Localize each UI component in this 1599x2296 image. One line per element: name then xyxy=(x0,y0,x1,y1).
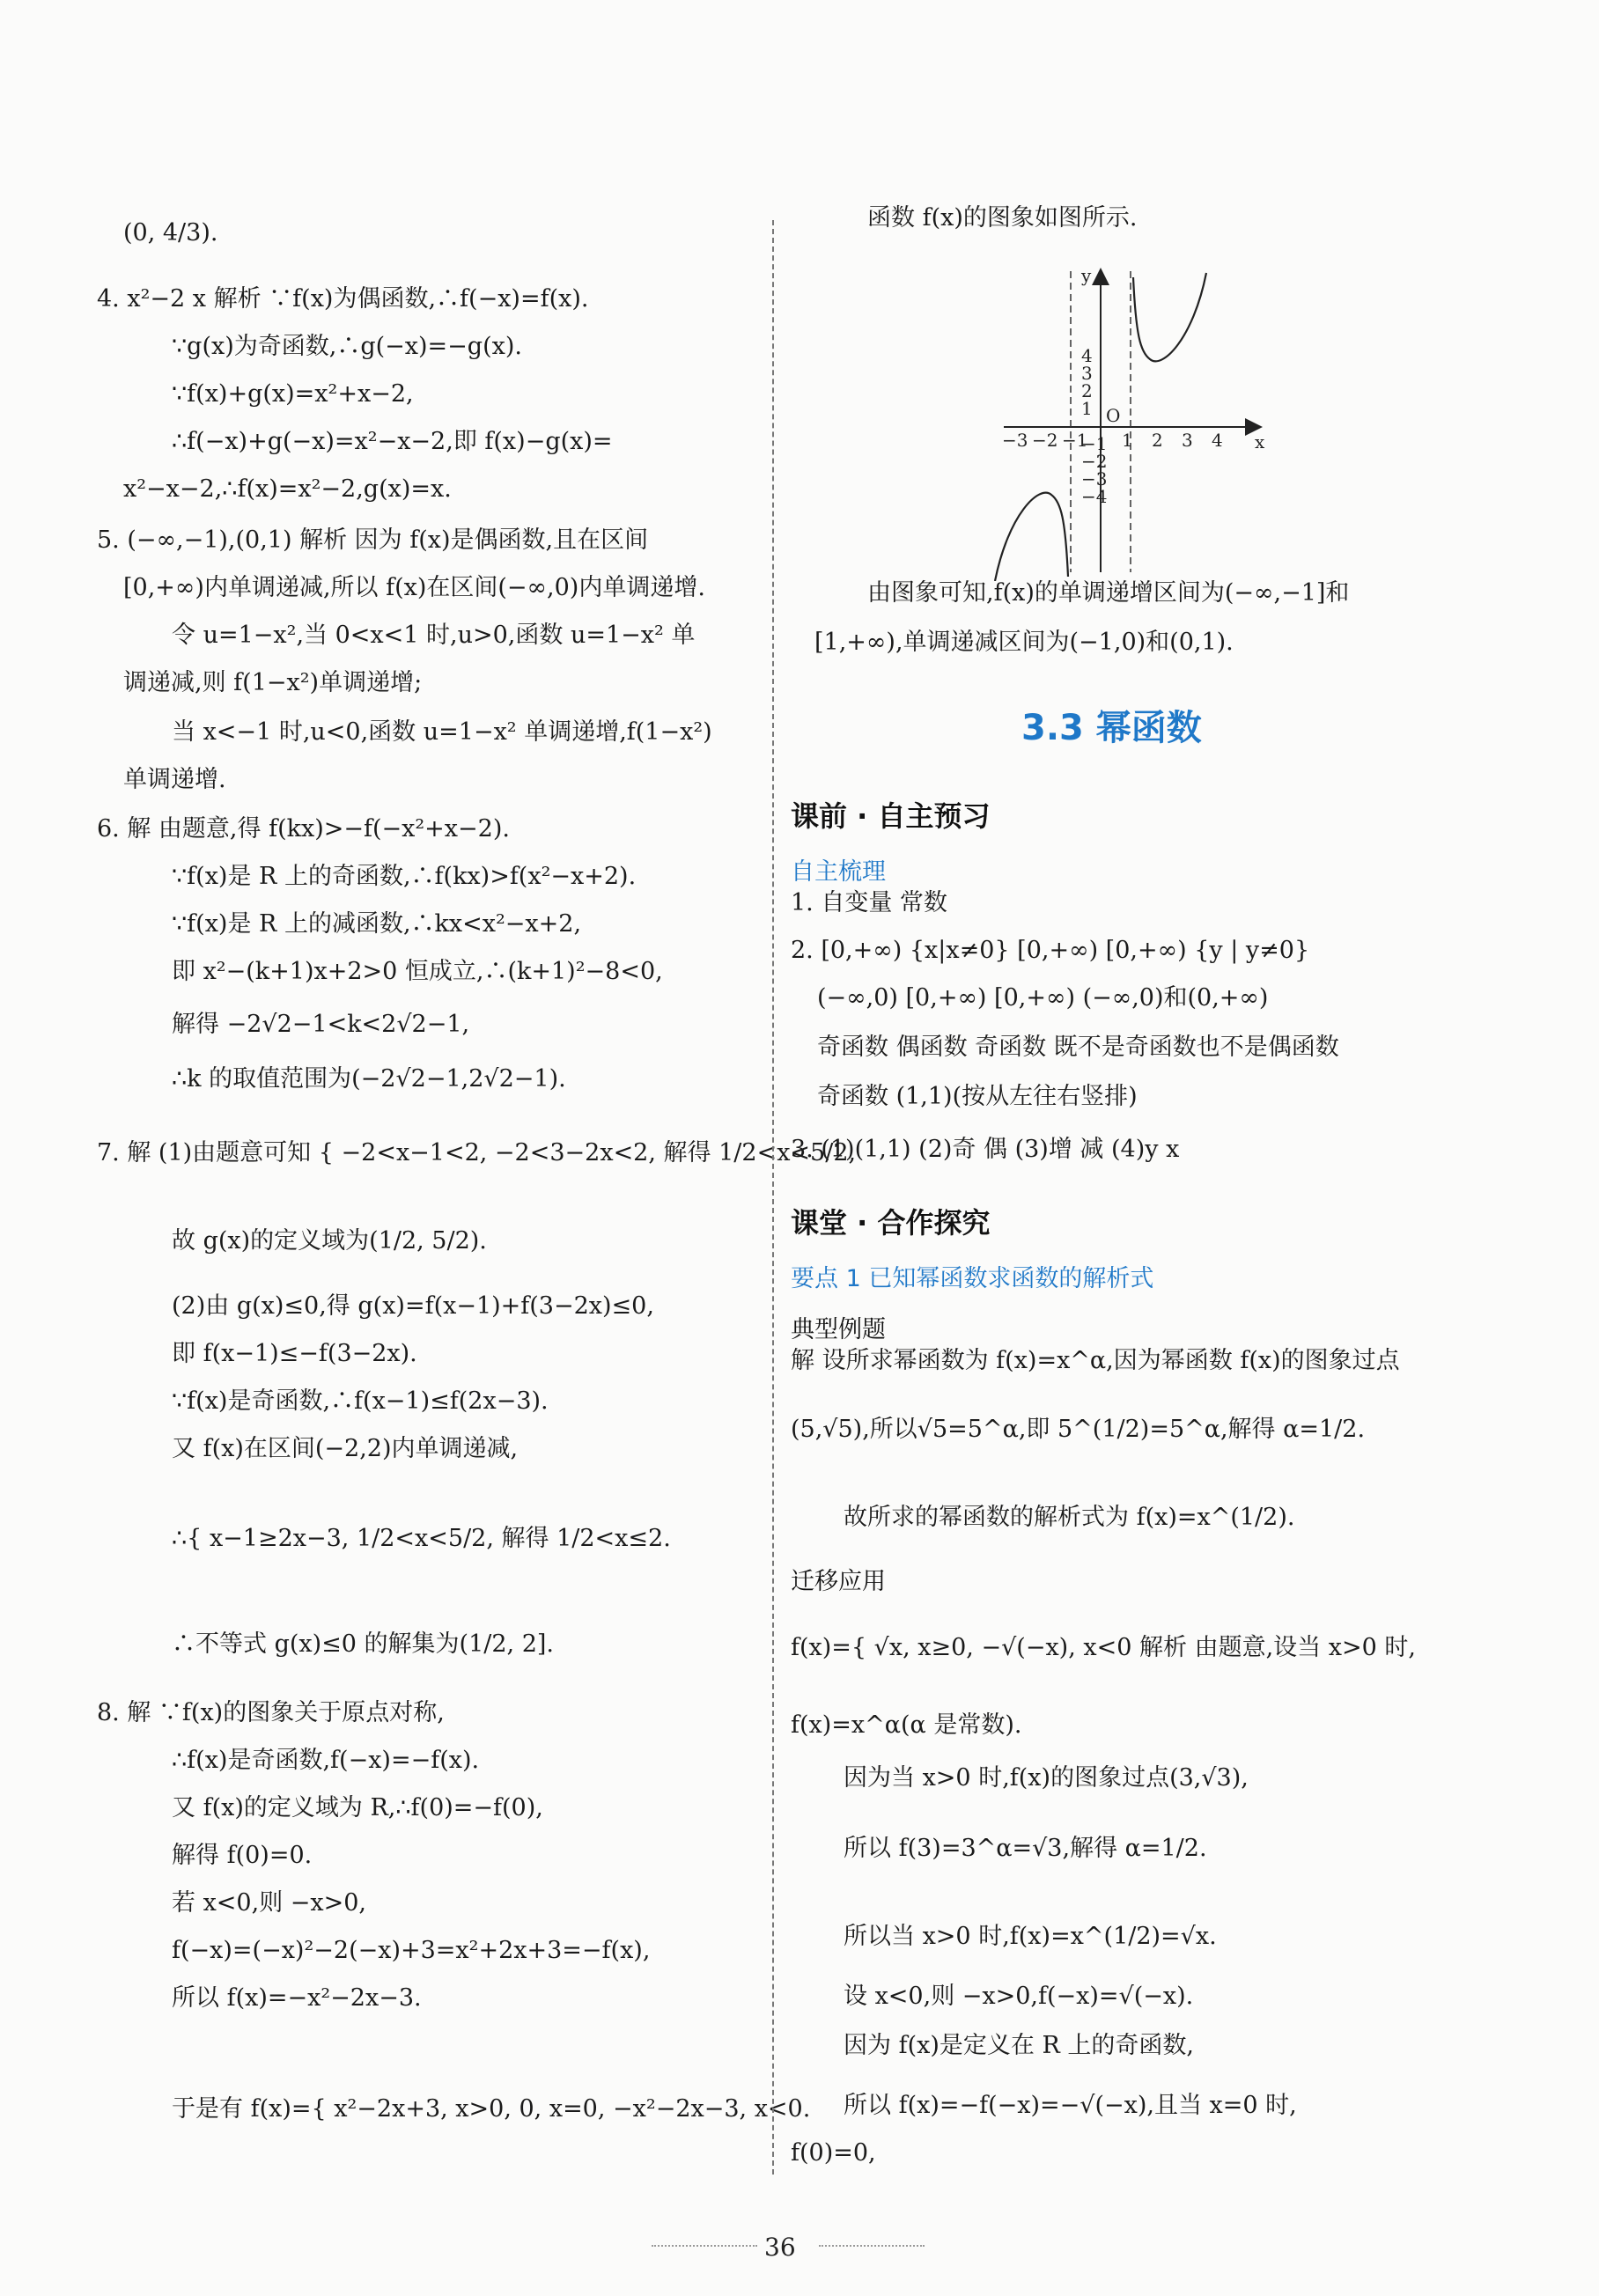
right-line: 设 x<0,则 −x>0,f(−x)=√(−x). xyxy=(844,1983,1194,2010)
y-tick-label: 1 xyxy=(1081,398,1093,419)
right-line: 所以 f(3)=3^α=√3,解得 α=1/2. xyxy=(844,1835,1207,1862)
right-line: f(0)=0, xyxy=(791,2139,876,2167)
left-line: 单调递增. xyxy=(123,766,226,793)
left-line: 即 x²−(k+1)x+2>0 恒成立,∴(k+1)²−8<0, xyxy=(172,958,663,985)
x-tick-label: 1 xyxy=(1122,430,1133,451)
left-line: 所以 f(x)=−x²−2x−3. xyxy=(172,1984,422,2012)
right-line: 故所求的幂函数的解析式为 f(x)=x^(1/2). xyxy=(844,1504,1295,1531)
right-line: 函数 f(x)的图象如图所示. xyxy=(867,204,1138,232)
y-tick-label: −4 xyxy=(1081,486,1108,507)
right-line: 由图象可知,f(x)的单调递增区间为(−∞,−1]和 xyxy=(867,579,1350,607)
right-line: 奇函数 (1,1)(按从左往右竖排) xyxy=(817,1083,1138,1110)
left-line: ∴f(−x)+g(−x)=x²−x−2,即 f(x)−g(x)= xyxy=(172,428,613,455)
left-line: 令 u=1−x²,当 0<x<1 时,u>0,函数 u=1−x² 单 xyxy=(172,622,696,649)
right-line: f(x)={ √x, x≥0, −√(−x), x<0 解析 由题意,设当 x>0 时, xyxy=(791,1634,1416,1661)
left-line: 7. 解 (1)由题意可知 { −2<x−1<2, −2<3−2x<2, 解得 1/2<x<5/2, xyxy=(97,1139,857,1166)
left-line: 又 f(x)的定义域为 R,∴f(0)=−f(0), xyxy=(172,1794,543,1821)
right-line: 解 设所求幂函数为 f(x)=x^α,因为幂函数 f(x)的图象过点 xyxy=(791,1347,1400,1374)
x-axis-label: x xyxy=(1255,431,1265,453)
left-line: ∴{ x−1≥2x−3, 1/2<x<5/2, 解得 1/2<x≤2. xyxy=(172,1525,671,1552)
right-line: 所以 f(x)=−f(−x)=−√(−x),且当 x=0 时, xyxy=(844,2092,1297,2119)
y-tick-label: 2 xyxy=(1081,380,1093,401)
left-line: ∵g(x)为奇函数,∴g(−x)=−g(x). xyxy=(172,333,522,360)
right-line: 3. (1)(1,1) (2)奇 偶 (3)增 减 (4)y x xyxy=(791,1136,1180,1163)
left-line: ∵f(x)是奇函数,∴f(x−1)≤f(2x−3). xyxy=(172,1387,549,1415)
y-tick-label: 3 xyxy=(1081,363,1093,384)
heading-typical: 典型例题 xyxy=(791,1316,886,1343)
page-deco-left xyxy=(652,2245,757,2247)
left-line: [0,+∞)内单调递减,所以 f(x)在区间(−∞,0)内单调递增. xyxy=(123,574,705,601)
left-line: 于是有 f(x)={ x²−2x+3, x>0, 0, x=0, −x²−2x−3, x<0. xyxy=(172,2095,811,2123)
x-tick-label: 3 xyxy=(1182,430,1193,451)
left-line: (2)由 g(x)≤0,得 g(x)=f(x−1)+f(3−2x)≤0, xyxy=(172,1292,654,1320)
right-line: 1. 自变量 常数 xyxy=(791,889,947,916)
left-line: f(−x)=(−x)²−2(−x)+3=x²+2x+3=−f(x), xyxy=(172,1937,651,1964)
right-line: 因为 f(x)是定义在 R 上的奇函数, xyxy=(844,2032,1194,2059)
left-line: 解得 −2√2−1<k<2√2−1, xyxy=(172,1011,470,1038)
left-line: ∵f(x)+g(x)=x²+x−2, xyxy=(172,380,414,408)
left-line: 当 x<−1 时,u<0,函数 u=1−x² 单调递增,f(1−x²) xyxy=(172,718,712,746)
left-line: 若 x<0,则 −x>0, xyxy=(172,1889,367,1917)
left-line: 解得 f(0)=0. xyxy=(172,1842,313,1869)
right-line: 因为当 x>0 时,f(x)的图象过点(3,√3), xyxy=(844,1764,1249,1792)
x-tick-label: −2 xyxy=(1032,430,1058,451)
right-line: f(x)=x^α(α 是常数). xyxy=(791,1711,1022,1739)
left-line: ∴k 的取值范围为(−2√2−1,2√2−1). xyxy=(172,1065,566,1093)
left-line: x²−x−2,∴f(x)=x²−2,g(x)=x. xyxy=(123,475,452,503)
page-deco-right xyxy=(819,2245,925,2247)
left-line: ∵f(x)是 R 上的奇函数,∴f(kx)>f(x²−x+2). xyxy=(172,863,637,890)
right-line: 所以当 x>0 时,f(x)=x^(1/2)=√x. xyxy=(844,1923,1217,1950)
left-line: (0, 4/3). xyxy=(123,219,218,247)
y-tick-label: −1 xyxy=(1081,433,1108,454)
left-line: ∵f(x)是 R 上的减函数,∴kx<x²−x+2, xyxy=(172,910,582,938)
x-tick-label: −3 xyxy=(1002,430,1028,451)
x-tick-label: 2 xyxy=(1152,430,1163,451)
section-title: 3.3 幂函数 xyxy=(1021,708,1202,748)
heading-in-class: 课堂 · 合作探究 xyxy=(791,1206,991,1240)
x-tick-label: −1 xyxy=(1062,430,1088,451)
right-line: 2. [0,+∞) {x|x≠0} [0,+∞) [0,+∞) {y | y≠0} xyxy=(791,937,1310,964)
left-line: 故 g(x)的定义域为(1/2, 5/2). xyxy=(172,1227,487,1255)
left-line: 4. x²−2 x 解析 ∵f(x)为偶函数,∴f(−x)=f(x). xyxy=(97,285,589,313)
left-line: 8. 解 ∵f(x)的图象关于原点对称, xyxy=(97,1699,445,1726)
page-number: 36 xyxy=(764,2233,796,2262)
left-line: ∴不等式 g(x)≤0 的解集为(1/2, 2]. xyxy=(172,1630,554,1658)
curve-left xyxy=(995,493,1068,581)
y-axis-label: y xyxy=(1081,265,1092,286)
curve-right xyxy=(1133,273,1206,361)
y-tick-label: −2 xyxy=(1081,451,1108,472)
function-graph xyxy=(991,264,1281,581)
left-line: 调递减,则 f(1−x²)单调递增; xyxy=(123,669,423,696)
heading-point1: 要点 1 已知幂函数求函数的解析式 xyxy=(791,1265,1154,1292)
heading-transfer: 迁移应用 xyxy=(791,1568,886,1595)
heading-self-sort: 自主梳理 xyxy=(791,858,886,886)
left-line: 5. (−∞,−1),(0,1) 解析 因为 f(x)是偶函数,且在区间 xyxy=(97,526,649,554)
right-line: (5,√5),所以√5=5^α,即 5^(1/2)=5^α,解得 α=1/2. xyxy=(791,1416,1366,1443)
left-line: 即 f(x−1)≤−f(3−2x). xyxy=(172,1340,417,1367)
y-tick-label: −3 xyxy=(1081,468,1108,489)
column-divider xyxy=(772,220,774,2175)
left-line: ∴f(x)是奇函数,f(−x)=−f(x). xyxy=(172,1747,480,1774)
origin-label: O xyxy=(1106,405,1121,426)
right-line: (−∞,0) [0,+∞) [0,+∞) (−∞,0)和(0,+∞) xyxy=(817,984,1269,1012)
right-line: 奇函数 偶函数 奇函数 既不是奇函数也不是偶函数 xyxy=(817,1034,1339,1061)
right-line: [1,+∞),单调递减区间为(−1,0)和(0,1). xyxy=(814,629,1234,656)
left-line: 6. 解 由题意,得 f(kx)>−f(−x²+x−2). xyxy=(97,815,510,843)
heading-pre-class: 课前 · 自主预习 xyxy=(791,799,991,833)
x-tick-label: 4 xyxy=(1212,430,1223,451)
left-line: 又 f(x)在区间(−2,2)内单调递减, xyxy=(172,1435,519,1462)
y-tick-label: 4 xyxy=(1081,345,1093,366)
